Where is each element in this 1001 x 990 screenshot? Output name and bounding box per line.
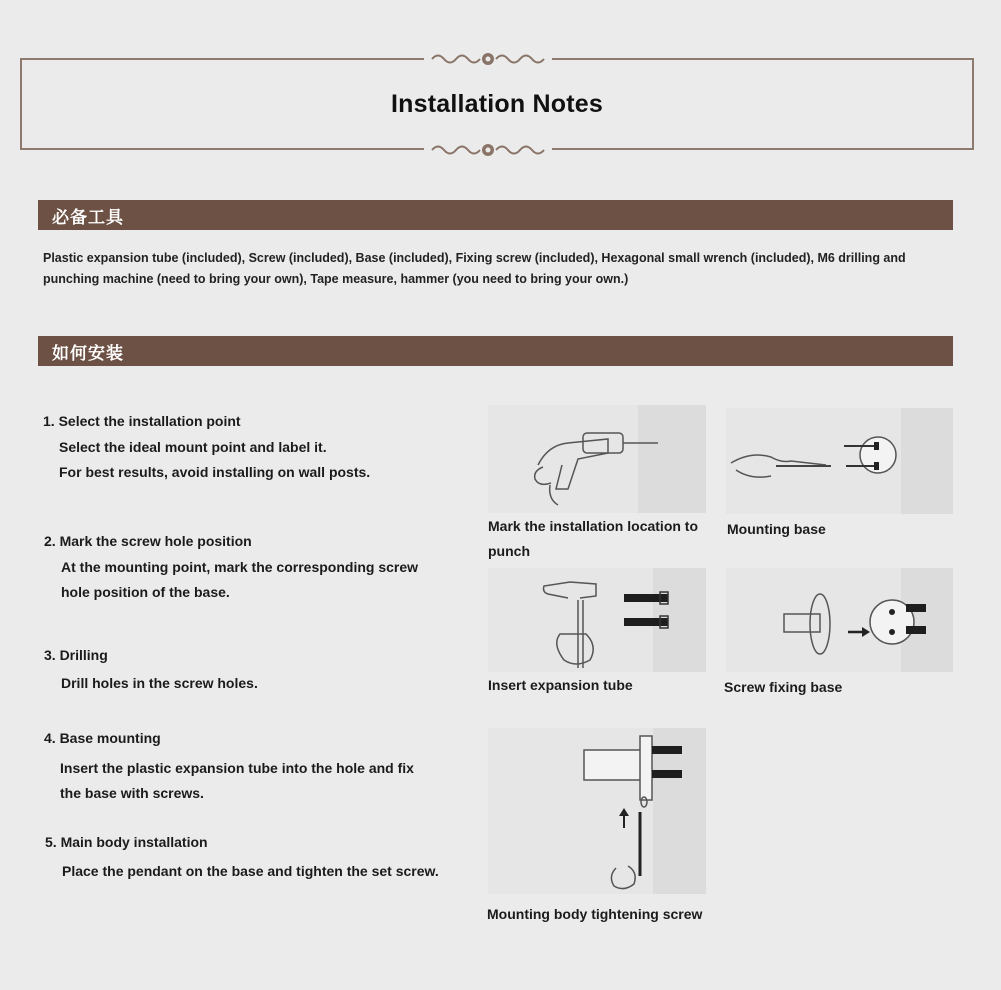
fixing-base-illustration: [726, 568, 953, 672]
drill-caption-line-2: punch: [488, 543, 530, 559]
drill-caption: [488, 514, 708, 564]
hammer-icon: [488, 568, 706, 672]
mounting-base-illustration: [726, 408, 953, 514]
step-5-line-1: Place the pendant on the base and tighten the set screw.: [62, 863, 439, 879]
step-3-line-1: Drill holes in the screw holes.: [61, 675, 258, 691]
page-title: Installation Notes: [391, 89, 603, 118]
hammer-illustration: [488, 568, 706, 672]
drill-illustration: [488, 405, 706, 513]
step-2-line-1: At the mounting point, mark the corresponding screw: [61, 559, 419, 575]
install-heading: 如何安装: [52, 343, 124, 364]
drill-icon: [488, 405, 706, 513]
step-2-line-2: hole position of the base.: [61, 584, 230, 600]
tightening-screw-caption-line-1: Mounting body tightening screw: [487, 906, 703, 922]
step-4-line-2: the base with screws.: [60, 785, 204, 801]
fixing-base-caption-line-1: Screw fixing base: [724, 679, 843, 695]
tools-list-text: Plastic expansion tube (included), Screw (included), Base (included), Fixing screw (included), Hexagonal small wrench (included), M6 drilling and punching machine (need to bring your own), Tape measure, hammer (you need to bring your own.): [43, 251, 906, 286]
hammer-caption: [488, 673, 708, 698]
mounting-base-caption-line-1: Mounting base: [727, 521, 826, 537]
step-5-title: 5. Main body installation: [45, 834, 208, 850]
install-section-bar: [38, 336, 953, 366]
step-4-line-1: Insert the plastic expansion tube into the hole and fix: [60, 760, 414, 776]
fixing-base-icon: [726, 568, 953, 672]
step-1-line-1: Select the ideal mount point and label it.: [59, 439, 327, 455]
step-3-title: 3. Drilling: [44, 647, 108, 663]
screwdriver-base-icon: [726, 408, 953, 514]
top-ornament-icon: [424, 48, 552, 70]
step-1-line-2: For best results, avoid installing on wall posts.: [59, 464, 371, 480]
hammer-caption-line-1: Insert expansion tube: [488, 677, 633, 693]
step-4-title: 4. Base mounting: [44, 730, 161, 746]
step-1-title: 1. Select the installation point: [43, 413, 241, 429]
mounting-base-caption: [727, 517, 947, 542]
tightening-screw-caption: [487, 902, 727, 927]
tightening-screw-illustration: [488, 728, 706, 894]
step-1-body: [59, 435, 370, 485]
title-frame: [20, 58, 974, 150]
step-2-body: [61, 555, 418, 605]
step-4-body: [60, 756, 414, 806]
tightening-screw-icon: [488, 728, 706, 894]
step-5-body: [62, 859, 439, 884]
step-3-body: [61, 671, 258, 696]
tools-heading: 必备工具: [52, 207, 124, 228]
step-2-title: 2. Mark the screw hole position: [44, 533, 252, 549]
bottom-ornament-icon: [424, 139, 552, 161]
tools-section-bar: [38, 200, 953, 230]
fixing-base-caption: [724, 675, 944, 700]
drill-caption-line-1: Mark the installation location to: [488, 518, 699, 534]
